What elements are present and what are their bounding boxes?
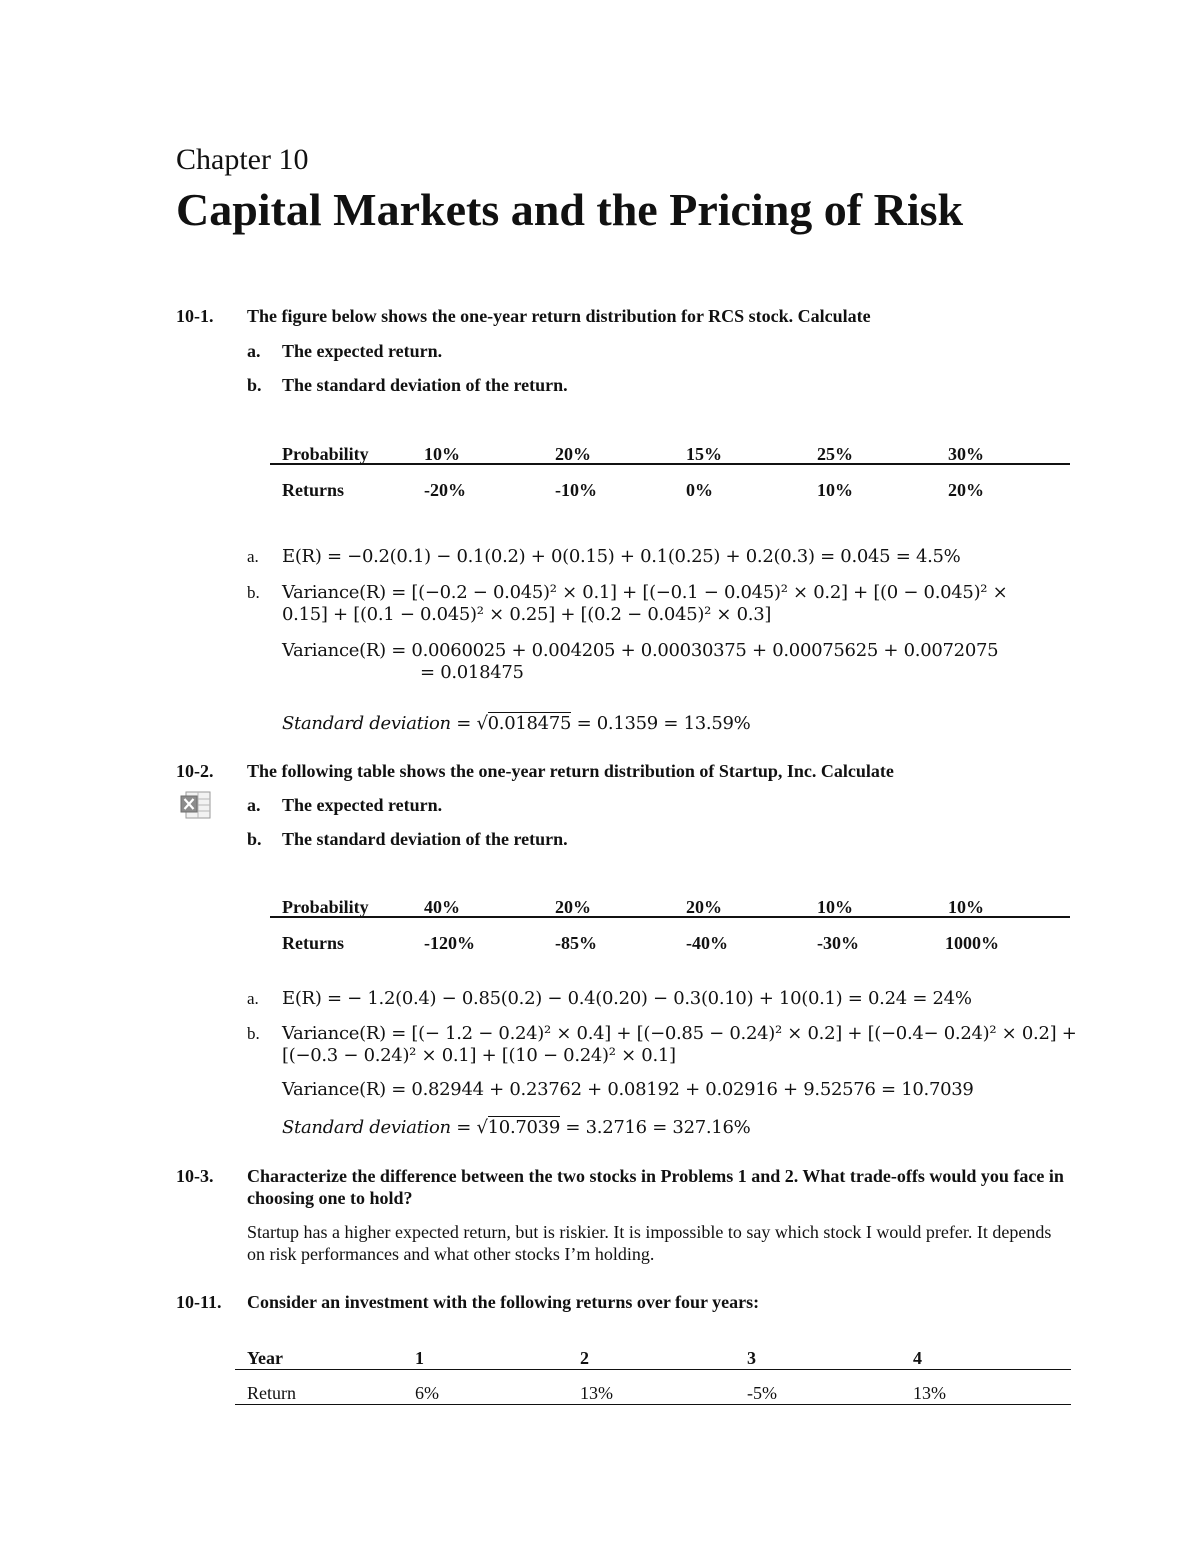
table-cell: Probability	[282, 897, 369, 917]
question-number-10-3: 10-3.	[176, 1166, 214, 1186]
table-cell: Probability	[282, 444, 369, 464]
table-cell: 15%	[686, 444, 722, 464]
table-cell: 0%	[686, 480, 713, 500]
question-number-10-11: 10-11.	[176, 1292, 222, 1312]
table-cell: -5%	[747, 1383, 777, 1403]
q1-variance-line-2: 0.15] + [(0.1 − 0.045)² × 0.25] + [(0.2 − 0.045)² × 0.3]	[282, 604, 772, 625]
table-cell: 20%	[555, 897, 591, 917]
q2-std-dev	[282, 1117, 750, 1139]
q2-answer-b-label: b.	[247, 1024, 260, 1043]
q1-variance-line-4: = 0.018475	[420, 662, 524, 683]
sd-radicand: 0.018475	[487, 713, 572, 734]
sqrt-icon: √	[476, 1117, 488, 1138]
sd-result: = 3.2716 = 327.16%	[565, 1117, 751, 1138]
sd-label: Standard deviation =	[282, 713, 472, 734]
q1-part-b-text: The standard deviation of the return.	[282, 375, 568, 395]
table-cell: 25%	[817, 444, 853, 464]
table-header-cell: 3	[747, 1348, 756, 1368]
q2-variance-line-1: Variance(R) = [(− 1.2 − 0.24)² × 0.4] + [(−0.85 − 0.24)² × 0.2] + [(−0.4− 0.24)² × 0.2] +	[282, 1023, 1077, 1044]
table-header-cell: 1	[415, 1348, 424, 1368]
table-header-cell: 2	[580, 1348, 589, 1368]
question-number-10-2: 10-2.	[176, 761, 214, 781]
table-rule	[235, 1369, 1071, 1370]
q2-answer-a: E(R) = − 1.2(0.4) − 0.85(0.2) − 0.4(0.20) − 0.3(0.10) + 10(0.1) = 0.24 = 24%	[282, 988, 972, 1009]
q2-part-b-label: b.	[247, 829, 262, 849]
table-cell: -120%	[424, 933, 475, 953]
q2-part-a-label: a.	[247, 795, 261, 815]
q1-part-b-label: b.	[247, 375, 262, 395]
q2-answer-a-label: a.	[247, 989, 259, 1008]
question-prompt-10-1: The figure below shows the one-year return distribution for RCS stock. Calculate	[247, 306, 871, 326]
table-cell: 20%	[948, 480, 984, 500]
q1-variance-line-3: Variance(R) = 0.0060025 + 0.004205 + 0.00030375 + 0.00075625 + 0.0072075	[282, 640, 999, 661]
q1-answer-a: E(R) = −0.2(0.1) − 0.1(0.2) + 0(0.15) + 0.1(0.25) + 0.2(0.3) = 0.045 = 4.5%	[282, 546, 961, 567]
table-cell: Return	[247, 1383, 296, 1403]
table-cell: 13%	[580, 1383, 613, 1403]
question-prompt-10-2: The following table shows the one-year return distribution of Startup, Inc. Calculate	[247, 761, 894, 781]
table-cell: -20%	[424, 480, 466, 500]
table-header-cell: 4	[913, 1348, 922, 1368]
table-rule	[270, 463, 1070, 465]
question-prompt-10-11: Consider an investment with the following returns over four years:	[247, 1292, 760, 1312]
q3-answer: Startup has a higher expected return, but is riskier. It is impossible to say which stock I would prefer. It depends on risk performances and what other stocks I’m holding.	[247, 1222, 1052, 1264]
table-cell: 20%	[555, 444, 591, 464]
table-cell: 30%	[948, 444, 984, 464]
q2-variance-line-3: Variance(R) = 0.82944 + 0.23762 + 0.08192 + 0.02916 + 9.52576 = 10.7039	[282, 1079, 974, 1100]
table-cell: -40%	[686, 933, 728, 953]
table-cell: -10%	[555, 480, 597, 500]
table-cell: 10%	[817, 480, 853, 500]
q1-std-dev	[282, 713, 750, 735]
table-cell: 40%	[424, 897, 460, 917]
table-rule	[270, 916, 1070, 918]
sqrt-icon: √	[476, 713, 488, 734]
table-cell: 13%	[913, 1383, 946, 1403]
table-cell: 10%	[817, 897, 853, 917]
table-cell: -85%	[555, 933, 597, 953]
table-cell: Returns	[282, 480, 344, 500]
sd-radicand: 10.7039	[487, 1117, 560, 1138]
question-number-10-1: 10-1.	[176, 306, 214, 326]
sd-result: = 0.1359 = 13.59%	[576, 713, 751, 734]
q1-variance-line-1: Variance(R) = [(−0.2 − 0.045)² × 0.1] + [(−0.1 − 0.045)² × 0.2] + [(0 − 0.045)² ×	[282, 582, 1008, 603]
q1-part-a-text: The expected return.	[282, 341, 443, 361]
q2-variance-line-2: [(−0.3 − 0.24)² × 0.1] + [(10 − 0.24)² × 0.1]	[282, 1045, 676, 1066]
table-cell: Returns	[282, 933, 344, 953]
table-cell: -30%	[817, 933, 859, 953]
table-cell: 6%	[415, 1383, 439, 1403]
excel-icon[interactable]	[180, 790, 212, 820]
table-cell: 10%	[948, 897, 984, 917]
sd-label: Standard deviation =	[282, 1117, 472, 1138]
chapter-title: Capital Markets and the Pricing of Risk	[176, 184, 964, 235]
q2-part-b-text: The standard deviation of the return.	[282, 829, 568, 849]
q2-part-a-text: The expected return.	[282, 795, 443, 815]
chapter-label: Chapter 10	[176, 143, 309, 176]
q1-part-a-label: a.	[247, 341, 261, 361]
q1-answer-b-label: b.	[247, 583, 260, 602]
table-cell: 1000%	[945, 933, 999, 953]
table-header-cell: Year	[247, 1348, 283, 1368]
table-cell: 10%	[424, 444, 460, 464]
table-cell: 20%	[686, 897, 722, 917]
table-rule	[235, 1404, 1071, 1405]
q1-answer-a-label: a.	[247, 547, 259, 566]
question-prompt-10-3: Characterize the difference between the two stocks in Problems 1 and 2. What trade-offs would you face in choosing one to hold?	[247, 1166, 1064, 1208]
